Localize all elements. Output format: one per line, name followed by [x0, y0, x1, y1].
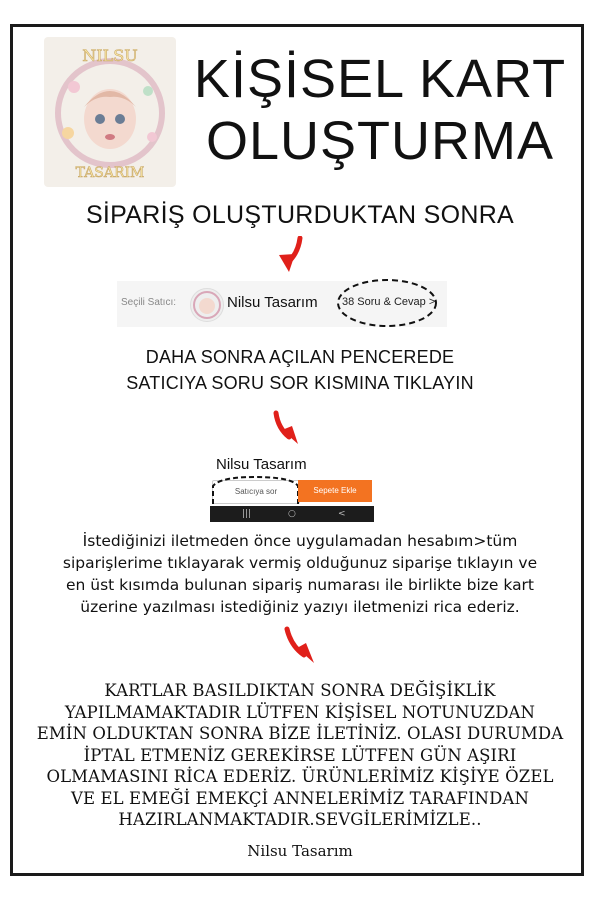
notice-line: EMİN OLDUKTAN SONRA BİZE İLETİNİZ. OLASI DURUMDA [36, 724, 564, 743]
ask-highlight [210, 474, 302, 508]
notice-line: OLMAMASINI RİCA EDERİZ. ÜRÜNLERİMİZ KİŞİYE ÖZEL [46, 767, 554, 786]
page-title [185, 48, 575, 172]
instruction-line-1: DAHA SONRA AÇILAN PENCEREDE [145, 347, 455, 367]
paragraph-line: en üst kısımda bulunan sipariş numarası ile birlikte bize kart [65, 576, 535, 594]
paragraph-line: İstediğinizi iletmeden önce uygulamadan hesabım>tüm [82, 532, 518, 550]
message-paragraph [18, 530, 582, 618]
seller-avatar[interactable] [190, 288, 224, 322]
seller-name[interactable]: Nilsu Tasarım [227, 294, 318, 311]
qa-link[interactable]: 38 Soru & Cevap > [342, 296, 436, 308]
logo-text-top: NILSU [82, 46, 138, 65]
add-to-cart-button[interactable]: Sepete Ekle [298, 480, 372, 502]
signature: Nilsu Tasarım [247, 842, 353, 860]
notice-line: İPTAL ETMENİZ GEREKİRSE LÜTFEN GÜN AŞIRI [83, 745, 517, 765]
paragraph-line: siparişlerime tıklayarak vermiş olduğunuz siparişe tıklayın ve [62, 554, 538, 572]
notice-line: YAPILMAMAKTADIR LÜTFEN KİŞİSEL NOTUNUZDAN [64, 702, 536, 722]
title-line-1: KİŞİSEL KART [193, 49, 567, 109]
home-icon[interactable]: ○ [288, 509, 296, 519]
notice-line: HAZIRLANMAKTADIR.SEVGİLERİMİZLE.. [118, 810, 482, 829]
instruction-line-2: SATICIYA SORU SOR KISMINA TIKLAYIN [126, 373, 474, 393]
android-nav-bar [210, 506, 374, 522]
brand-logo [44, 37, 176, 187]
phone-seller-name: Nilsu Tasarım [216, 456, 307, 473]
title-line-2: OLUŞTURMA [205, 111, 555, 171]
ask-seller-button[interactable]: Satıcıya sor [212, 480, 300, 504]
phone-screenshot [210, 452, 374, 522]
logo-artwork [44, 37, 176, 187]
avatar-icon [191, 289, 223, 321]
instruction-text [20, 344, 580, 396]
notice-block [20, 680, 580, 831]
recents-icon[interactable]: ||| [242, 509, 252, 519]
down-arrow-icon [270, 410, 310, 452]
paragraph-line: üzerine yazılması istediğiniz yazıyı iletmenizi rica ederiz. [80, 598, 520, 616]
back-icon[interactable]: < [338, 509, 346, 519]
down-arrow-icon [270, 236, 310, 278]
down-arrow-icon [282, 626, 324, 670]
seller-label: Seçili Satıcı: [121, 297, 177, 308]
subtitle: SİPARİŞ OLUŞTURDUKTAN SONRA [85, 201, 515, 229]
notice-line: KARTLAR BASILDIKTAN SONRA DEĞİŞİKLİK [104, 681, 496, 700]
seller-strip [117, 281, 447, 327]
notice-line: VE EL EMEĞİ EMEKÇİ ANNELERİMİZ TARAFINDAN [71, 788, 529, 808]
logo-text-bottom: TASARIM [75, 165, 145, 181]
